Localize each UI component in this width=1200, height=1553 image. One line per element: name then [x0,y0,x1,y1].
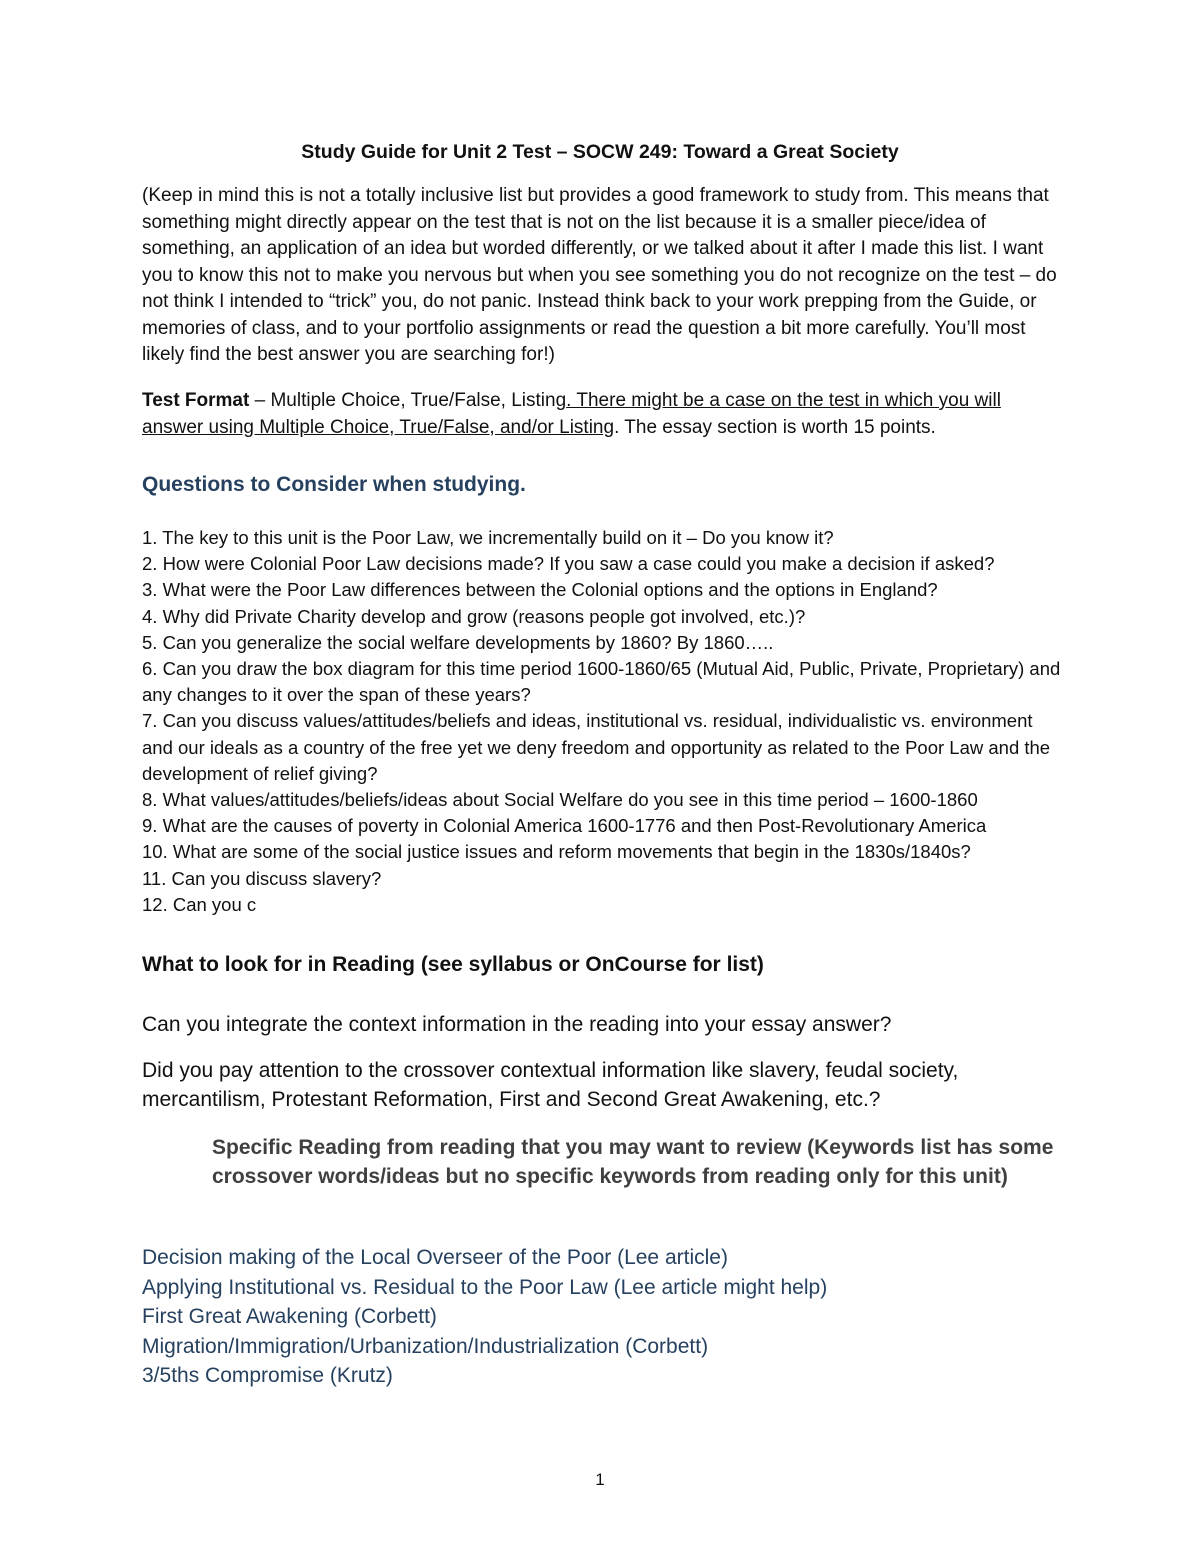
question-item: 8. What values/attitudes/beliefs/ideas about Social Welfare do you see in this time period – 1600-1860 [142,789,978,811]
question-item: 1. The key to this unit is the Poor Law, we incrementally build on it – Do you know it? [142,527,834,548]
integrate-question: Can you integrate the context information in the reading into your essay answer? [142,1013,892,1036]
reading-item: First Great Awakening (Corbett) [142,1305,437,1328]
crossover-question: Did you pay attention to the crossover contextual information like slavery, feudal society, mercantilism, Protestant Reformation, First and Second Great Awakening, etc.? [142,1059,959,1111]
test-format-tail: . The essay section is worth 15 points. [614,416,936,438]
question-item: 2. How were Colonial Poor Law decisions made? If you saw a case could you make a decision if asked? [142,553,995,575]
test-format-text: – Multiple Choice, True/False, Listing [249,390,567,411]
question-item: 7. Can you discuss values/attitudes/beliefs and ideas, institutional vs. residual, individualistic vs. environment and our ideals as a country of the free yet we deny freedom and opportunity as related to the Poor Law and the development of relief giving? [142,710,1051,784]
specific-reading-heading: Specific Reading from reading that you may want to review (Keywords list has some crossover words/ideas but no specific keywords from reading only for this unit) [212,1136,1054,1188]
question-item: 12. Can you c [142,893,257,915]
test-format-label: Test Format [142,390,250,411]
test-format-underlined: . There might be a case on the test in which you will answer using Multiple Choice, True/False, and/or Listing [142,390,1001,438]
questions-list [142,525,1062,918]
test-format-paragraph [142,388,1062,441]
document-title: Study Guide for Unit 2 Test – SOCW 249: Toward a Great Society [301,141,899,163]
reading-heading: What to look for in Reading (see syllabus or OnCourse for list) [142,953,764,976]
reading-item: Applying Institutional vs. Residual to the Poor Law (Lee article might help) [142,1275,828,1299]
page-number: 1 [595,1470,605,1489]
reading-list [142,1243,1062,1391]
question-item: 5. Can you generalize the social welfare developments by 1860? By 1860….. [142,631,774,653]
intro-paragraph: (Keep in mind this is not a totally inclusive list but provides a good framework to study from. This means that something might directly appear on the test that is not on the list because it is a smaller piece/idea of something, an application of an idea but worded differently, or we talked about it after I made this list. I want you to know this not to make you nervous but when you see something you do not recognize on the test – do not think I intended to “trick” you, do not panic. Instead think back to your work prepping from the Guide, or memories of class, and to your portfolio assignments or read the question a bit more carefully. You’ll most likely find the best answer you are searching for!) [142,185,1057,365]
reading-item: Migration/Immigration/Urbanization/Industrialization (Corbett) [142,1334,709,1358]
question-item: 10. What are some of the social justice issues and reform movements that begin in the 1830s/1840s? [142,841,971,863]
question-item: 4. Why did Private Charity develop and grow (reasons people got involved, etc.)? [142,605,806,627]
question-item: 6. Can you draw the box diagram for this time period 1600-1860/65 (Mutual Aid, Public, Private, Proprietary) and any changes to it over the span of these years? [142,658,1061,706]
question-item: 3. What were the Poor Law differences between the Colonial options and the options in England? [142,579,938,601]
reading-item: 3/5ths Compromise (Krutz) [142,1364,393,1387]
question-item: 11. Can you discuss slavery? [142,867,382,889]
reading-item: Decision making of the Local Overseer of the Poor (Lee article) [142,1246,728,1269]
question-item: 9. What are the causes of poverty in Colonial America 1600-1776 and then Post-Revolutionary America [142,815,987,837]
questions-heading: Questions to Consider when studying. [142,473,526,496]
